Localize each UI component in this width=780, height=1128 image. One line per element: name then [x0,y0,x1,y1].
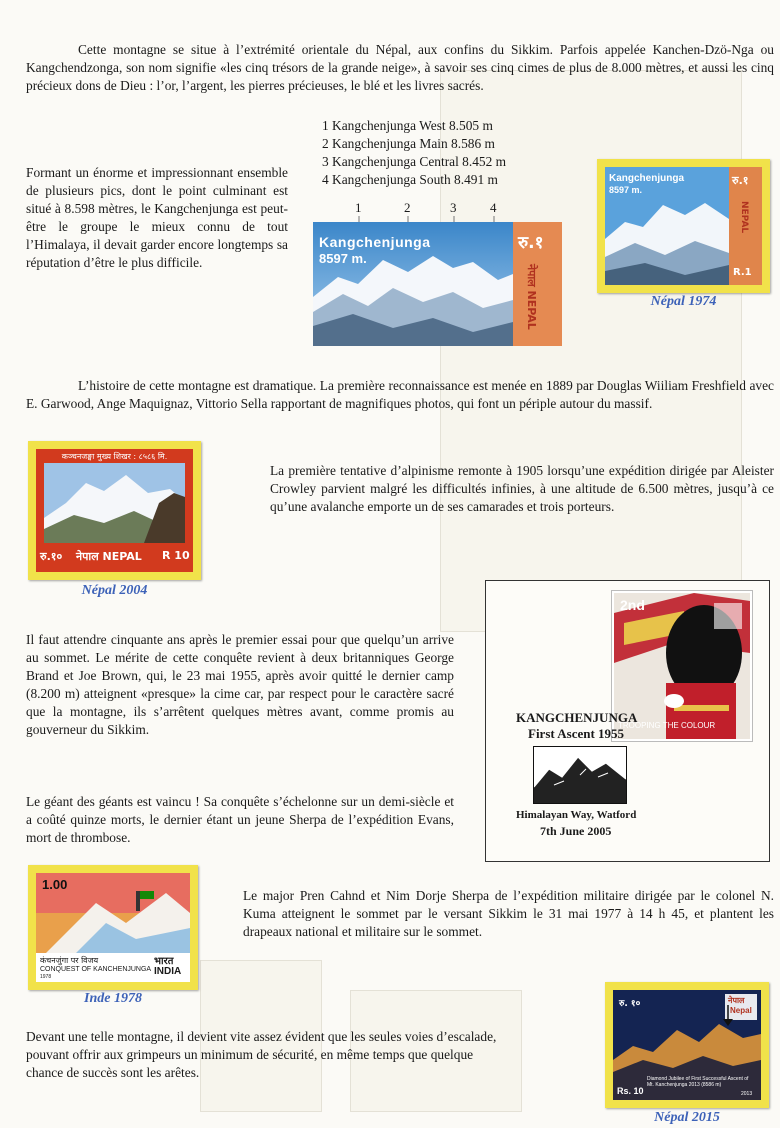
stamp-altitude: 8597 m. [319,251,367,266]
stamp-value: रु.१ [518,233,544,253]
stamp-caption: TROOPING THE COLOUR [618,721,716,730]
caption-nepal-1974: Népal 1974 [650,294,717,309]
stamp-nepal-2004 [28,441,201,580]
cover-subtitle: First Ascent 1955 [528,726,625,741]
stamp-country: Nepal [730,1006,752,1015]
peak-list-item: 2 Kangchenjunga Main 8.586 m [322,136,495,151]
stamp-country: नेपाल NEPAL [525,264,538,330]
stamp-title: Kangchenjunga [609,173,685,184]
stamp-title: Kangchenjunga [319,234,431,250]
stamp-country: INDIA [154,966,182,977]
stamp-country-hindi: भारत [154,956,174,967]
peak-list-item: 3 Kangchenjunga Central 8.452 m [322,154,507,169]
mountain-illustration [44,463,185,543]
stamp-caption: Diamond Jubilee of First Successful Ascent of Mt. Kanchenjunga 2013 (8586 m) [647,1076,749,1088]
stamp-value: 2nd [620,597,645,613]
caption-nepal-2004: Népal 2004 [81,583,148,598]
mountain-postmark-illustration [534,747,626,803]
history-paragraph: L’histoire de cette montagne est dramatique. La première reconnaissance est menée en 1889 par Douglas Wiiliam Freshfield avec E. Garwood, Ange Maquignaz, Vittorio Sella rapportant de magnifiques photos, qui font un périple autour du massif. [26,378,774,411]
military-expedition-paragraph: Le major Pren Cahnd et Nim Dorje Sherpa de l’expédition militaire dirigée par le colonel N. Kuma atteignent le sommet par le versant Sikkim le 31 mai 1977 à 14 h 45, et plantent les drapeaux national et militaire sur le sommet. [243,888,774,939]
first-ascent-paragraph: Il faut attendre cinquante ans après le premier essai pour que quelqu’un arrive au sommet. Le mérite de cette conquête revient à deux britanniques George Brand et Joe Brown, qui, le 23 mai 1955, après avoir quitté le dernier camp (8.200 m) atteignent «presque» la cime car, par respect pour le caractère sacré que la montagne, ils s’arrêtent quelques mètres avant, comme promis au gouverneur du Sikkim. [26,632,454,737]
peak-list [322,117,506,189]
caption-india-1978: Inde 1978 [84,991,142,1006]
intro-paragraph: Cette montagne se situe à l’extrémité orientale du Népal, aux confins du Sikkim. Parfois appelée Kanchen-Dzö-Nga ou Kangchendzonga, son nom signifie «les cinq trésors de la grande neige», à savoir ses cinq cimes de plus de 8.000 mètres, et aussi les cinq précieux dons de Dieu : l’or, l’argent, les pierres précieuses, le blé et les livres sacrés. [26,42,774,93]
peak-list-item: 4 Kangchenjunga South 8.491 m [322,172,498,187]
stamp-nepal-1974 [597,159,770,293]
arrow-icon [722,1005,734,1027]
peak-marker: 2 [404,200,411,215]
postmark [533,746,627,804]
stamp-india-1978 [28,865,198,990]
peak-marker: 1 [355,200,362,215]
peak-marker: 3 [450,200,457,215]
stamp-value-bottom: Rs. 10 [617,1086,644,1096]
stamp-nepal-2015 [605,982,769,1108]
stamp-country: नेपाल NEPAL [76,550,142,563]
stamp-year: 1978 [40,974,52,980]
cover-title: KANGCHENJUNGA [516,710,638,725]
caption-nepal-2015: Népal 2015 [654,1110,720,1125]
stamp-year: 2013 [741,1091,753,1097]
ridges-paragraph: Devant une telle montagne, il devient vite assez évident que les seules voies d’escalade, pouvant offrir aux grimpeurs un minimum de sécurité, en même temps que quelque chance de succès sont les arêtes. [26,1029,497,1080]
stamp-header: कञ्चनजङ्घा मुख्य शिखर : ८५८६ मि. [61,452,168,461]
stamp-nepal-1974-large [313,222,562,346]
stamp-country-hindi: नेपाल [728,996,745,1005]
massif-paragraph: Formant un énorme et impressionnant ensemble de plusieurs pics, dont le point culminant est situé à 8.598 mètres, le Kangchenjunga est peut-être le groupe le mieux connu de tout l’Himalaya, il devait garder encore longtemps sa réputation d’être le plus difficile. [26,165,288,270]
stamp-value-left: रु.१० [40,550,63,563]
peak-marker: 4 [490,200,497,215]
stamp-value: 1.00 [42,877,68,892]
stamp-value: रु.१ [732,174,749,187]
first-ascent-cover [485,580,770,862]
cover-date: 7th June 2005 [540,824,612,838]
stamp-value-right: R 10 [162,549,190,562]
peak-list-item: 1 Kangchenjunga West 8.505 m [322,118,493,133]
stamp-title: CONQUEST OF KANCHENJUNGA [40,966,152,973]
toll-paragraph: Le géant des géants est vaincu ! Sa conquête s’échelonne sur un demi-siècle et a coûté quinze morts, le dernier étant un jeune Sherpa de l’expédition Evans, mort de thrombose. [26,794,454,845]
stamp-title-hindi: कंचनजुंगा पर विजय [40,956,99,965]
cover-place: Himalayan Way, Watford [516,809,637,821]
stamp-country: NEPAL [739,201,749,234]
stamp-value-top: रु. १० [619,999,641,1009]
crowley-paragraph: La première tentative d’alpinisme remonte à 1905 lorsqu’une expédition dirigée par Aleister Crowley parvient malgré les difficultés infinies, à une altitude de 6.500 mètres, jusqu’à ce qu’une avalanche emporte un de ses camarades et trois porteurs. [270,463,774,514]
stamp-altitude: 8597 m. [609,185,643,195]
stamp-value-latin: R.1 [733,267,752,278]
